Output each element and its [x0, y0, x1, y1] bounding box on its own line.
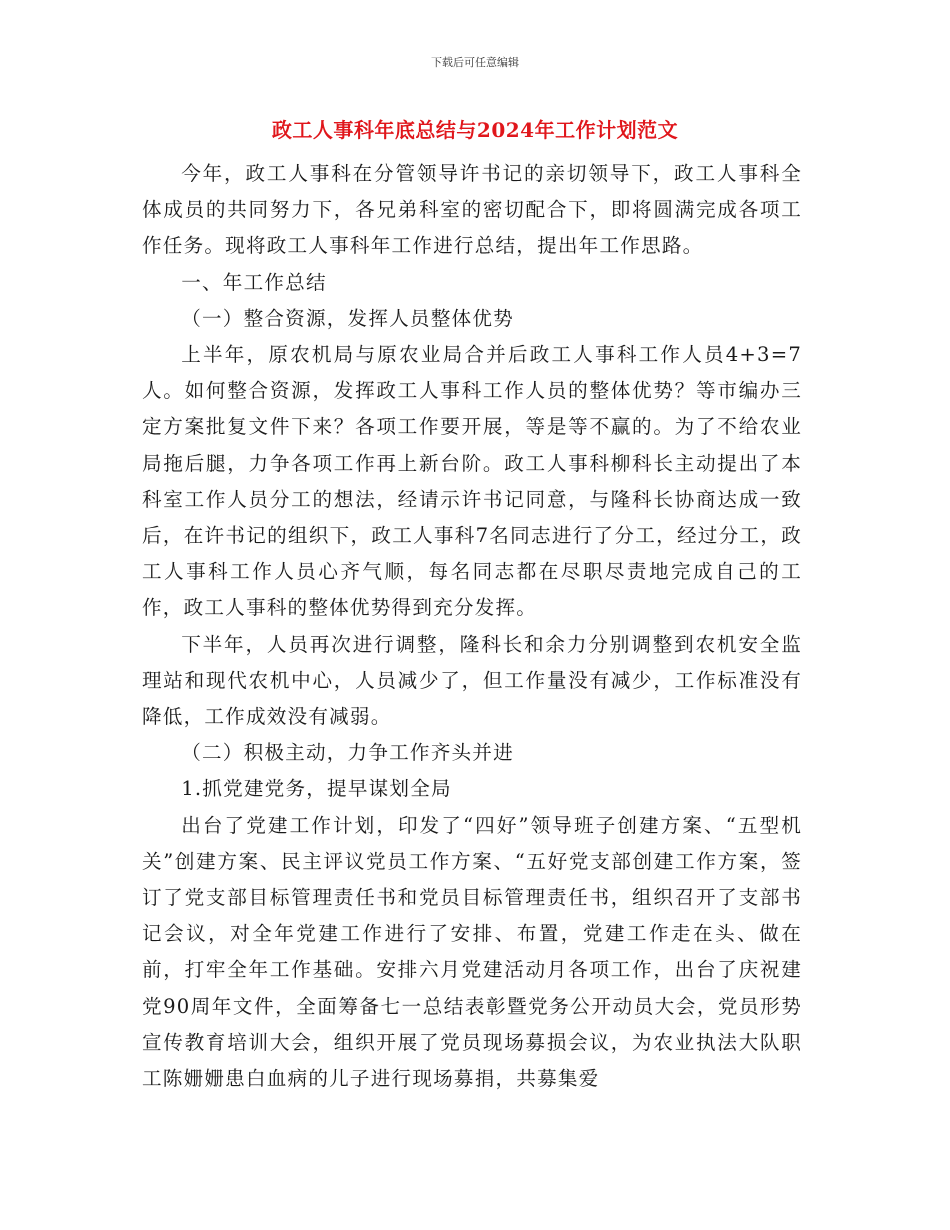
header-note: 下载后可任意编辑 — [431, 56, 519, 69]
document-title: 政工人事科年底总结与2024年工作计划范文 — [271, 118, 679, 142]
paragraph-first-half: 上半年，原农机局与原农业局合并后政工人事科工作人员4+3=7人。如何整合资源，发挥政工人事科工作人员的整体优势？等市编办三定方案批复文件下来？各项工作要开展，等是等不赢的。为了不给农业局拖后腿，力争各项工作再上新台阶。政工人事科柳科长主动提出了本科室工作人员分工的想法，经请示许书记同意，与隆科长协商达成一致后，在许书记的组织下，政工人事科7名同志进行了分工，经过分工，政工人事科工作人员心齐气顺，每名同志都在尽职尽责地完成自己的工作，政工人事科的整体优势得到充分发挥。 — [142, 343, 802, 620]
paragraph-intro: 今年，政工人事科在分管领导许书记的亲切领导下，政工人事科全体成员的共同努力下，各兄弟科室的密切配合下，即将圆满完成各项工作任务。现将政工人事科年工作进行总结，提出年工作思路。 — [142, 162, 802, 258]
subsection-heading-1: （一）整合资源，发挥人员整体优势 — [181, 306, 514, 330]
paragraph-party-building: 出台了党建工作计划，印发了“四好”领导班子创建方案、“五型机关”创建方案、民主评议党员工作方案、“五好党支部创建工作方案，签订了党支部目标管理责任书和党员目标管理责任书，组织召开了支部书记会议，对全年党建工作进行了安排、布置，党建工作走在头、做在前，打牢全年工作基础。安排六月党建活动月各项工作，出台了庆祝建党90周年文件，全面筹备七一总结表彰暨党务公开动员大会，党员形势宣传教育培训大会，组织开展了党员现场募损会议，为农业执法大队职工陈姗姗患白血病的儿子进行现场募捐，共募集爱 — [142, 813, 802, 1091]
document-body — [142, 156, 802, 1097]
subsection-heading-2: （二）积极主动，力争工作齐头并进 — [181, 741, 514, 765]
paragraph-second-half: 下半年，人员再次进行调整，隆科长和余力分别调整到农机安全监理站和现代农机中心，人员减少了，但工作量没有减少，工作标准没有降低，工作成效没有减弱。 — [142, 632, 802, 729]
section-heading-1: 一、年工作总结 — [181, 270, 327, 294]
item-heading-1: 1.抓党建党务，提早谋划全局 — [181, 777, 452, 801]
